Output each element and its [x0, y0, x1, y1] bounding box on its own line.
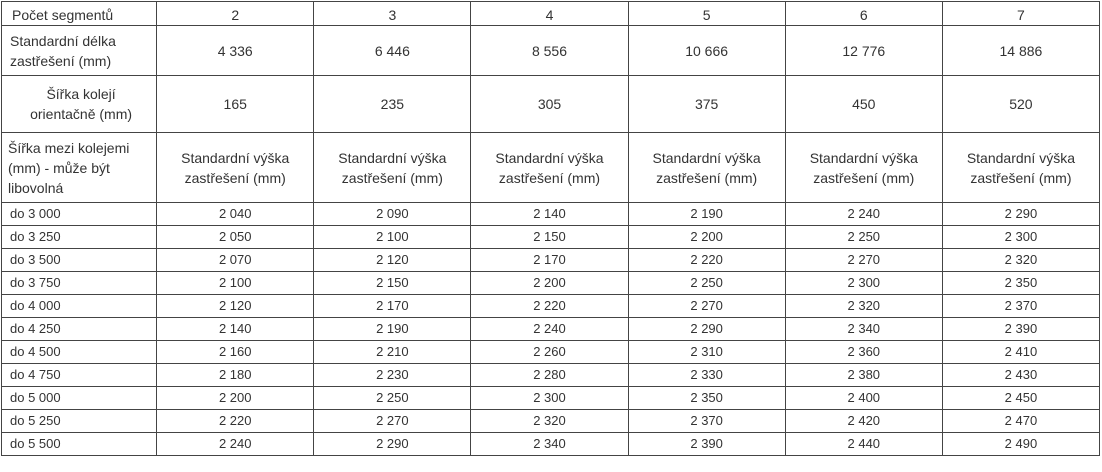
rail-gap-cell: do 5 000 [2, 387, 157, 410]
rail-width-label-line: orientačně (mm) [30, 106, 133, 122]
rail-width-cell: 235 [314, 76, 471, 133]
roof-height-cell: 2 220 [157, 410, 314, 433]
roof-length-row [2, 26, 1100, 76]
segment-count-cell: 6 [785, 2, 942, 26]
roof-height-cell: 2 290 [314, 433, 471, 456]
roof-length-cell: 10 666 [628, 26, 785, 76]
roof-height-cell: 2 270 [628, 295, 785, 318]
rail-gap-cell: do 3 250 [2, 226, 157, 249]
roof-height-heading-line: zastřešení (mm) [341, 169, 443, 186]
roof-height-cell: 2 370 [628, 410, 785, 433]
roof-height-cell: 2 190 [314, 318, 471, 341]
table-row [2, 410, 1100, 433]
segment-count-cell: 7 [942, 2, 1099, 26]
roof-height-cell: 2 230 [314, 364, 471, 387]
roof-height-cell: 2 200 [628, 226, 785, 249]
roof-height-heading [157, 133, 314, 203]
roof-height-cell: 2 170 [471, 249, 628, 272]
roof-height-heading-line: zastřešení (mm) [184, 169, 286, 186]
rail-gap-label-line: (mm) - může být [8, 159, 110, 176]
roof-height-heading [471, 133, 628, 203]
roof-height-heading-line: zastřešení (mm) [656, 169, 758, 186]
roof-height-cell: 2 300 [471, 387, 628, 410]
roof-height-cell: 2 490 [942, 433, 1099, 456]
rail-width-cell: 165 [157, 76, 314, 133]
segment-count-cell: 5 [628, 2, 785, 26]
roof-height-cell: 2 390 [942, 318, 1099, 341]
roof-height-cell: 2 310 [628, 341, 785, 364]
rail-gap-label-line: Šířka mezi kolejemi [8, 139, 130, 156]
roof-height-heading-line: Standardní výška [495, 149, 604, 166]
roof-height-cell: 2 200 [471, 272, 628, 295]
rail-width-cell: 305 [471, 76, 628, 133]
roof-height-cell: 2 300 [942, 226, 1099, 249]
roof-height-cell: 2 410 [942, 341, 1099, 364]
roof-height-cell: 2 250 [628, 272, 785, 295]
segment-count-label: Počet segmentů [2, 2, 157, 26]
roof-height-cell: 2 210 [314, 341, 471, 364]
roof-height-cell: 2 150 [471, 226, 628, 249]
table-row [2, 433, 1100, 456]
roof-height-cell: 2 160 [157, 341, 314, 364]
roof-height-cell: 2 240 [785, 203, 942, 226]
segment-count-cell: 3 [314, 2, 471, 26]
rail-gap-cell: do 4 500 [2, 341, 157, 364]
table-row [2, 249, 1100, 272]
roof-height-cell: 2 250 [785, 226, 942, 249]
roof-height-cell: 2 320 [942, 249, 1099, 272]
roof-height-cell: 2 390 [628, 433, 785, 456]
rail-gap-cell: do 4 750 [2, 364, 157, 387]
roof-length-cell: 4 336 [157, 26, 314, 76]
roof-height-cell: 2 240 [471, 318, 628, 341]
roof-height-cell: 2 140 [471, 203, 628, 226]
roof-height-cell: 2 340 [785, 318, 942, 341]
segment-count-cell: 4 [471, 2, 628, 26]
roof-height-cell: 2 300 [785, 272, 942, 295]
roof-height-cell: 2 250 [314, 387, 471, 410]
rail-width-cell: 520 [942, 76, 1099, 133]
table-row [2, 341, 1100, 364]
table-row [2, 318, 1100, 341]
roof-length-cell: 8 556 [471, 26, 628, 76]
rail-gap-cell: do 5 500 [2, 433, 157, 456]
rail-width-cell: 450 [785, 76, 942, 133]
roof-height-cell: 2 100 [314, 226, 471, 249]
segment-count-row [2, 2, 1100, 26]
roof-height-cell: 2 200 [157, 387, 314, 410]
table-row [2, 226, 1100, 249]
roof-height-cell: 2 290 [628, 318, 785, 341]
roof-height-cell: 2 340 [471, 433, 628, 456]
roof-height-cell: 2 040 [157, 203, 314, 226]
roof-height-heading-line: zastřešení (mm) [970, 169, 1072, 186]
rail-gap-label-line: libovolná [8, 179, 64, 196]
roof-height-rows [2, 203, 1100, 456]
roof-height-cell: 2 240 [157, 433, 314, 456]
roof-length-cell: 12 776 [785, 26, 942, 76]
table-row [2, 364, 1100, 387]
roof-height-cell: 2 320 [785, 295, 942, 318]
roof-height-cell: 2 470 [942, 410, 1099, 433]
roof-height-heading-line: Standardní výška [652, 149, 761, 166]
roof-height-cell: 2 330 [628, 364, 785, 387]
roof-height-cell: 2 440 [785, 433, 942, 456]
roof-height-heading-line: Standardní výška [966, 149, 1075, 166]
rail-gap-cell: do 4 250 [2, 318, 157, 341]
roof-height-cell: 2 280 [471, 364, 628, 387]
roof-height-heading-line: zastřešení (mm) [498, 169, 601, 186]
rail-gap-cell: do 5 250 [2, 410, 157, 433]
roof-height-cell: 2 400 [785, 387, 942, 410]
roof-height-heading [628, 133, 785, 203]
roof-height-cell: 2 170 [314, 295, 471, 318]
rail-width-row [2, 76, 1100, 133]
roof-height-cell: 2 090 [314, 203, 471, 226]
roof-height-cell: 2 070 [157, 249, 314, 272]
rail-width-cell: 375 [628, 76, 785, 133]
roof-length-cell: 6 446 [314, 26, 471, 76]
roof-height-cell: 2 380 [785, 364, 942, 387]
roof-height-heading-line: Standardní výška [809, 149, 918, 166]
rail-width-label-line: Šířka kolejí [46, 86, 116, 102]
rail-gap-label [2, 133, 157, 203]
roof-height-cell: 2 100 [157, 272, 314, 295]
roof-height-heading [942, 133, 1099, 203]
roof-height-cell: 2 120 [314, 249, 471, 272]
roof-height-cell: 2 270 [314, 410, 471, 433]
roof-height-cell: 2 350 [628, 387, 785, 410]
roof-height-heading-line: zastřešení (mm) [813, 169, 915, 186]
roof-height-cell: 2 220 [628, 249, 785, 272]
roof-length-label [2, 26, 157, 76]
segment-count-cell: 2 [157, 2, 314, 26]
roof-height-heading-line: Standardní výška [338, 149, 447, 166]
roof-height-cell: 2 150 [314, 272, 471, 295]
roof-height-heading [785, 133, 942, 203]
table-row [2, 387, 1100, 410]
rail-gap-cell: do 3 750 [2, 272, 157, 295]
roof-height-heading-line: Standardní výška [181, 149, 290, 166]
rail-gap-cell: do 3 500 [2, 249, 157, 272]
roof-height-cell: 2 190 [628, 203, 785, 226]
roof-height-cell: 2 270 [785, 249, 942, 272]
roof-height-cell: 2 140 [157, 318, 314, 341]
roof-length-label-line: Standardní délka [10, 32, 116, 49]
table-row [2, 295, 1100, 318]
roof-height-cell: 2 220 [471, 295, 628, 318]
roof-height-cell: 2 430 [942, 364, 1099, 387]
roof-height-cell: 2 370 [942, 295, 1099, 318]
table-row [2, 272, 1100, 295]
rail-gap-cell: do 4 000 [2, 295, 157, 318]
roof-height-cell: 2 320 [471, 410, 628, 433]
roof-height-cell: 2 260 [471, 341, 628, 364]
roof-height-heading [314, 133, 471, 203]
roof-height-cell: 2 350 [942, 272, 1099, 295]
roof-height-cell: 2 290 [942, 203, 1099, 226]
roof-height-cell: 2 050 [157, 226, 314, 249]
roof-height-cell: 2 420 [785, 410, 942, 433]
table-row [2, 203, 1100, 226]
roof-height-cell: 2 450 [942, 387, 1099, 410]
height-label-row [2, 133, 1100, 203]
roof-length-cell: 14 886 [942, 26, 1099, 76]
rail-width-label [2, 76, 157, 133]
roof-height-cell: 2 360 [785, 341, 942, 364]
roof-length-label-line: zastřešení (mm) [10, 52, 112, 69]
roof-dimensions-table [1, 1, 1100, 456]
roof-height-cell: 2 120 [157, 295, 314, 318]
roof-height-cell: 2 180 [157, 364, 314, 387]
rail-gap-cell: do 3 000 [2, 203, 157, 226]
